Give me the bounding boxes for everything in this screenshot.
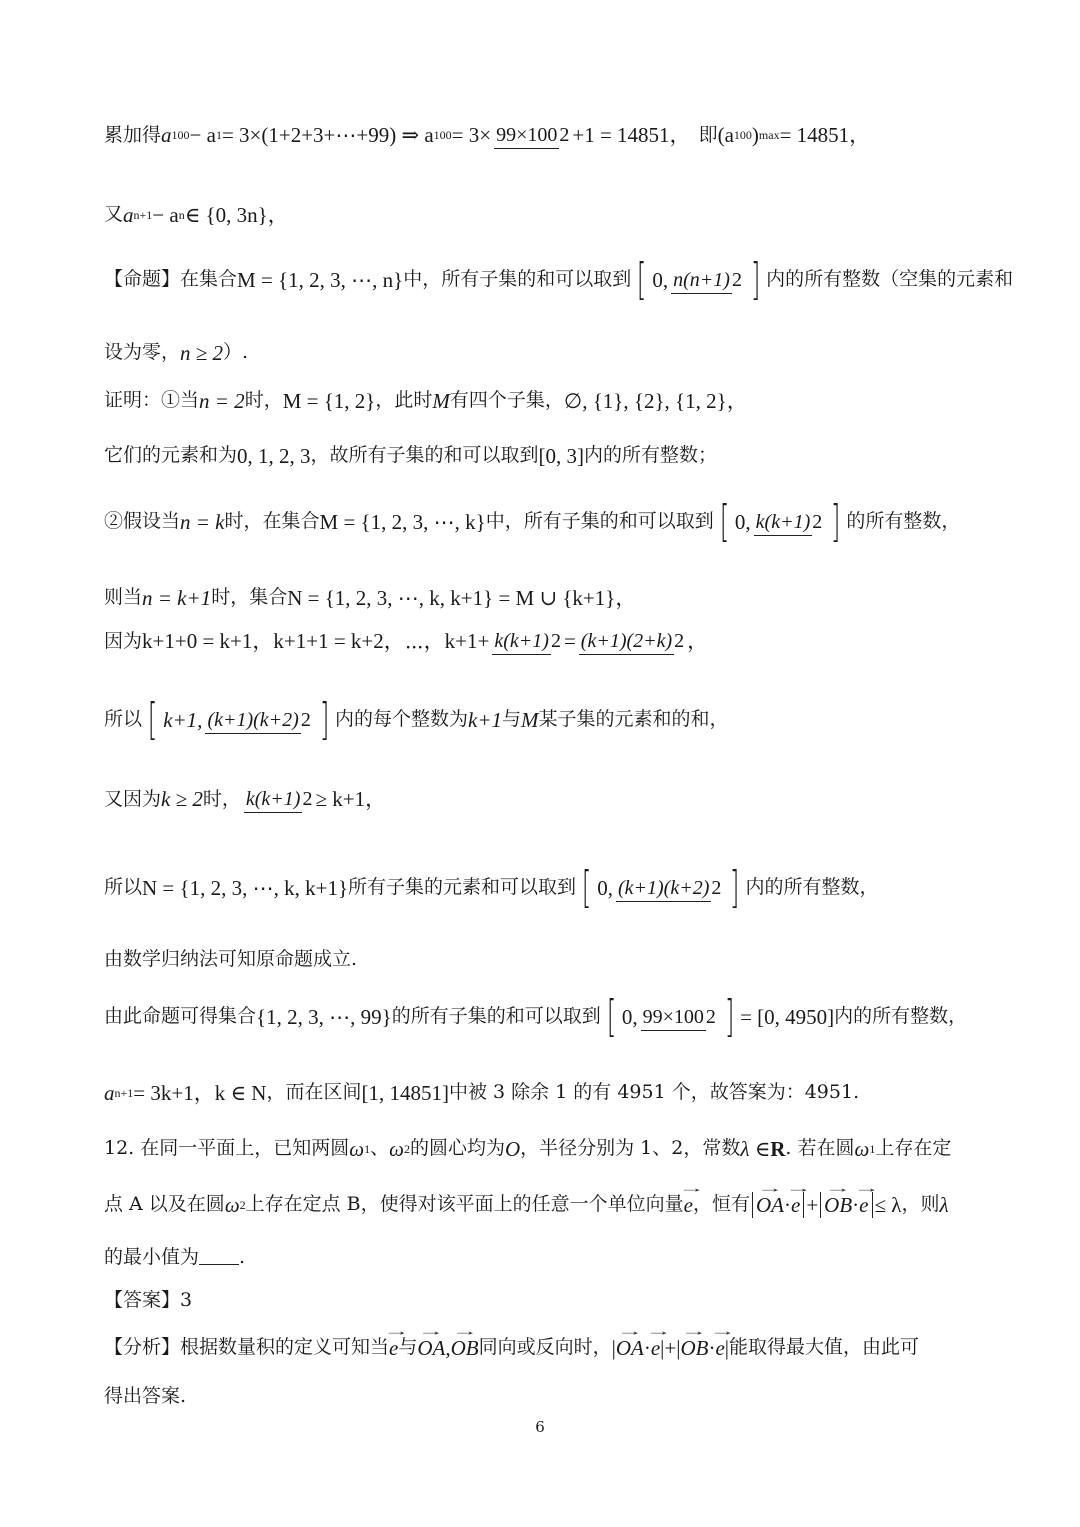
- math: = 3k+1，k ∈ N: [133, 1081, 267, 1105]
- math: 0,: [734, 509, 751, 534]
- right-bracket: ]: [831, 496, 841, 547]
- math: 0,: [652, 267, 669, 292]
- text: 内的每个整数为: [335, 708, 469, 731]
- fraction-denominator: 2: [711, 876, 722, 899]
- derivation-line-2: [104, 202, 980, 228]
- vector-oa: → OA: [616, 1335, 644, 1361]
- text: 与: [398, 1336, 418, 1359]
- text: 内的所有整数，: [834, 1005, 968, 1028]
- math: |: [724, 1336, 729, 1360]
- text: 的圆心均为: [409, 1137, 505, 1160]
- text: ，则: [901, 1193, 940, 1216]
- text: 累加得: [104, 123, 162, 146]
- text: 【命题】在集合: [104, 268, 238, 291]
- math-sub: 2: [239, 1197, 246, 1212]
- text: 内的所有整数，: [745, 876, 879, 899]
- text: 【答案】3: [104, 1289, 193, 1311]
- math: = 14851，: [779, 123, 871, 148]
- math: M = {1, 2, 3, ⋯, n}: [237, 267, 404, 292]
- math: − a: [189, 123, 216, 148]
- vector-ob: → OB: [451, 1335, 479, 1361]
- fraction-numerator: 99×100: [494, 124, 559, 149]
- fraction: [494, 122, 569, 149]
- proof-conclusion: [104, 948, 980, 972]
- proof-line-7: [104, 786, 980, 813]
- math-sub: 100: [733, 128, 752, 142]
- text: 时，: [202, 787, 241, 810]
- fraction: [641, 1004, 716, 1031]
- math: n = 2: [199, 389, 245, 413]
- text: 内的所有整数（空集的元素和: [766, 268, 1014, 291]
- text: .: [239, 1246, 246, 1268]
- text: 由数学归纳法可知原命题成立.: [104, 948, 358, 970]
- proof-line-6: [104, 694, 980, 745]
- math: ω: [349, 1137, 365, 1161]
- proof-line-4: [104, 585, 980, 611]
- proof-line-3: [104, 496, 980, 547]
- math: ·: [708, 1336, 716, 1360]
- math: = 3×: [451, 123, 492, 148]
- vector-e: → e: [859, 1192, 868, 1218]
- text: 的最小值为: [104, 1246, 200, 1268]
- math: ≤ λ: [874, 1193, 902, 1217]
- math-sub: 1: [364, 1141, 371, 1156]
- math: M = {1, 2, 3, ⋯, k}: [319, 509, 486, 534]
- vector-e: → e: [715, 1335, 724, 1361]
- math: k+1: [468, 707, 503, 732]
- vector-ob: → OB: [680, 1335, 708, 1361]
- fraction-numerator: 99×100: [641, 1006, 706, 1031]
- math: [0, 3]: [538, 444, 585, 468]
- math-sub: max: [758, 128, 780, 142]
- proof-line-5: [104, 628, 980, 655]
- math: R: [770, 1137, 786, 1161]
- math: a: [161, 123, 172, 148]
- text: 时，集合: [211, 586, 288, 609]
- fraction-denominator: 2: [674, 630, 685, 652]
- math-sub: 100: [171, 128, 190, 142]
- text: ，恒有: [692, 1193, 750, 1216]
- math: [1, 14851]: [361, 1081, 449, 1105]
- text: ，而在区间: [266, 1081, 362, 1104]
- text: 有四个子集，: [449, 389, 564, 412]
- question-12-line-2: [104, 1192, 980, 1218]
- answer-line: [104, 1289, 980, 1313]
- vector-oa: → OA: [417, 1335, 445, 1361]
- text: 中，所有子集的和可以取到: [485, 510, 714, 533]
- fraction: [754, 509, 823, 536]
- math: λ: [939, 1193, 949, 1217]
- fraction: [492, 628, 561, 655]
- math: ω: [389, 1137, 404, 1161]
- math: =: [563, 629, 576, 654]
- text: 得出答案.: [104, 1385, 187, 1407]
- text: ）.: [223, 341, 249, 364]
- left-bracket: [: [637, 254, 647, 305]
- math: 0,: [597, 875, 613, 900]
- text: 时，在集合: [224, 510, 320, 533]
- fraction: [205, 707, 310, 734]
- math: M: [432, 389, 450, 413]
- fraction-numerator: n(n+1): [671, 269, 732, 294]
- math: n = k+1: [142, 586, 212, 610]
- text: 的所有子集的和可以取到: [391, 1005, 601, 1028]
- vector-oa: → OA: [756, 1192, 784, 1218]
- math: M = {1, 2}: [282, 389, 376, 413]
- fraction-denominator: 2: [731, 268, 742, 291]
- text: 所有子集的元素和可以取到: [348, 876, 577, 899]
- math-sub: 1: [215, 128, 222, 142]
- text: 与: [502, 708, 522, 731]
- text: 【分析】根据数量积的定义可知当: [104, 1336, 390, 1359]
- text: 所以: [104, 876, 143, 899]
- vector-e: → e: [389, 1335, 398, 1361]
- math-sub: 100: [433, 128, 452, 142]
- math: N = {1, 2, 3, ⋯, k, k+1} = M ∪ {k+1}，: [287, 586, 637, 610]
- right-bracket: ]: [724, 991, 735, 1042]
- fraction-denominator: 2: [300, 708, 311, 731]
- text: 12. 在同一平面上，已知两圆: [104, 1137, 350, 1160]
- vector-ob: → OB: [824, 1192, 852, 1218]
- text: . 若在圆: [785, 1137, 855, 1160]
- math: 0, 1, 2, 3: [237, 444, 311, 468]
- fraction-numerator: k(k+1): [492, 630, 551, 655]
- fraction-numerator: k(k+1): [754, 511, 813, 536]
- analysis-line-1: 【分析】根据数量积的定义可知当 → e 与 → OA , → OB 同向或反向时， | → OA · → e |+| → OB · → e | 能取得最大值，由此可: [104, 1335, 980, 1361]
- math: ω: [224, 1193, 240, 1217]
- math: {1, 2, 3, ⋯, 99}: [256, 1004, 392, 1029]
- text: 上存在定点 B，使得对该平面上的任意一个单位向量: [245, 1193, 684, 1216]
- left-bracket: [: [719, 496, 730, 547]
- vector-e: → e: [684, 1192, 693, 1218]
- right-bracket: ]: [750, 254, 761, 305]
- math: ，: [687, 629, 709, 654]
- fraction: [616, 875, 721, 902]
- left-bracket: [: [581, 862, 592, 913]
- fraction-numerator: (k+1)(2+k): [579, 630, 674, 655]
- math: ∈ {0, 3n}，: [184, 203, 289, 227]
- fraction-denominator: 2: [550, 630, 561, 652]
- math: λ ∈: [740, 1137, 771, 1161]
- fraction-denominator: 2: [302, 788, 313, 810]
- math: ·: [643, 1336, 651, 1360]
- text: ②假设当: [104, 510, 181, 533]
- math: ∅, {1}, {2}, {1, 2}，: [563, 389, 748, 413]
- math: M: [521, 707, 539, 732]
- fraction: [671, 267, 742, 294]
- text: ，此时: [375, 389, 433, 412]
- text: 即: [698, 123, 718, 146]
- text: 中，所有子集的和可以取到: [403, 268, 632, 291]
- vector-e: → e: [651, 1335, 660, 1361]
- math: a: [123, 203, 134, 227]
- fraction-denominator: 2: [812, 510, 823, 533]
- math: +1 = 14851，: [572, 123, 691, 148]
- text: 某子集的元素和的和，: [538, 708, 729, 731]
- text: ，半径分别为 1、2，常数: [520, 1137, 741, 1160]
- fraction: [579, 628, 684, 655]
- fraction-numerator: (k+1)(k+2): [616, 877, 711, 902]
- text: 由此命题可得集合: [104, 1005, 257, 1028]
- text: 设为零，: [104, 341, 181, 364]
- text: 证明：①当: [104, 389, 200, 412]
- proof-line-1: [104, 388, 980, 414]
- fraction: [244, 786, 313, 813]
- text: 又因为: [104, 787, 162, 810]
- page-number: 6: [535, 1418, 545, 1436]
- math: a: [104, 1081, 115, 1105]
- text: 则当: [104, 586, 143, 609]
- fraction-denominator: 2: [559, 124, 570, 146]
- analysis-line-2: [104, 1385, 980, 1409]
- math: ): [751, 123, 759, 148]
- right-bracket: ]: [730, 862, 740, 913]
- fraction-numerator: k(k+1): [244, 788, 303, 813]
- math: k+1+0 = k+1，k+1+1 = k+2，⋯，k+1+: [142, 629, 490, 654]
- text: 点 A 以及在圆: [104, 1193, 225, 1216]
- proposition-line-2: [104, 340, 980, 366]
- text: 它们的元素和为: [104, 444, 238, 467]
- right-bracket: ]: [319, 694, 330, 745]
- text: 上存在定: [875, 1137, 952, 1160]
- fraction-numerator: (k+1)(k+2): [205, 709, 300, 734]
- math: |+|: [660, 1336, 681, 1360]
- math-sub: 1: [869, 1141, 876, 1156]
- math: +: [806, 1193, 819, 1217]
- proof-line-8: [104, 862, 980, 913]
- math: ω: [854, 1137, 870, 1161]
- math: = [0, 4950]: [740, 1004, 835, 1029]
- application-line: [104, 991, 980, 1042]
- fraction-denominator: 2: [705, 1005, 716, 1028]
- result-line: [104, 1080, 980, 1106]
- math: ≥ k+1，: [315, 787, 387, 812]
- math: n = k: [180, 509, 225, 534]
- math: N = {1, 2, 3, ⋯, k, k+1}: [142, 875, 349, 900]
- left-bracket: [: [606, 991, 617, 1042]
- math-sub: 2: [403, 1141, 410, 1156]
- proposition-line: [104, 254, 1014, 305]
- derivation-line-1: [104, 122, 980, 149]
- text: 的所有整数，: [846, 510, 961, 533]
- text: 又: [104, 203, 124, 226]
- answer-blank: [199, 1250, 239, 1265]
- text: 中被 3 除余 1 的有 4951 个，故答案为：4951.: [448, 1081, 860, 1104]
- math: k ≥ 2: [161, 787, 203, 812]
- math: O: [504, 1137, 521, 1161]
- math: (a: [717, 123, 734, 148]
- math-sub: n: [178, 207, 185, 222]
- text: 、: [370, 1137, 390, 1160]
- question-12-line-1: [104, 1136, 980, 1162]
- abs-oa-e: → OA·→ e: [752, 1192, 804, 1218]
- text: 内的所有整数；: [584, 444, 718, 467]
- text: ，故所有子集的和可以取到: [310, 444, 539, 467]
- text: 因为: [104, 629, 143, 652]
- text: 时，: [244, 389, 283, 412]
- math-sub: n+1: [133, 207, 153, 222]
- math: = 3×(1+2+3+⋯+99) ⇒ a: [221, 123, 434, 148]
- left-bracket: [: [147, 694, 158, 745]
- math: 0,: [621, 1004, 638, 1029]
- text: 能取得最大值，由此可: [728, 1336, 919, 1359]
- proof-line-2: [104, 443, 980, 469]
- math: n ≥ 2: [180, 341, 224, 365]
- vector-e: → e: [791, 1192, 800, 1218]
- question-12-line-3: [104, 1246, 980, 1270]
- math: − a: [152, 203, 179, 227]
- math: |: [611, 1336, 616, 1360]
- text: 同向或反向时，: [478, 1336, 612, 1359]
- text: 所以: [104, 708, 143, 731]
- math: k+1,: [163, 707, 203, 732]
- abs-ob-e: → OB·→ e: [820, 1192, 872, 1218]
- math-sub: n+1: [114, 1085, 134, 1100]
